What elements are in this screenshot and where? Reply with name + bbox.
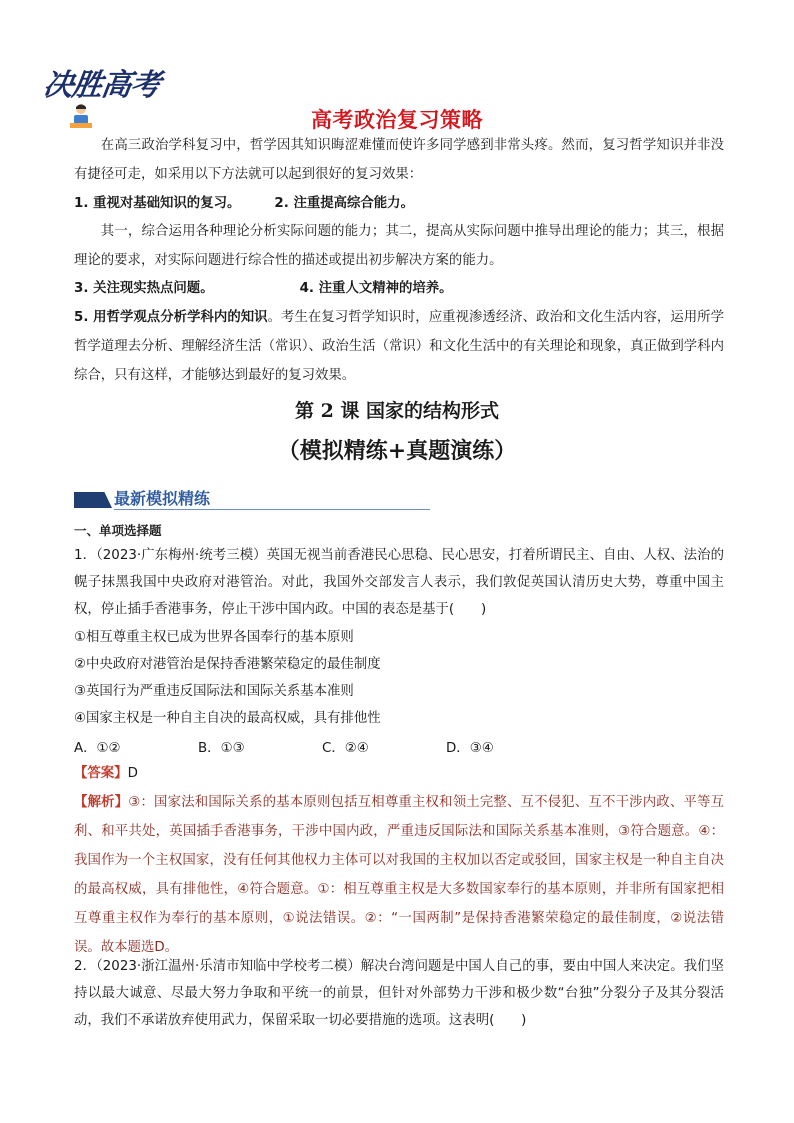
tips-row-1 xyxy=(74,189,724,218)
tip-5 xyxy=(74,303,724,390)
answer-label: 【答案】 xyxy=(74,766,128,781)
tip-4: 4. 注重人文精神的培养。 xyxy=(299,281,453,296)
lesson-title: 第 2 课 国家的结构形式 xyxy=(294,400,500,422)
choice-c: C．②④ xyxy=(322,741,369,756)
tip-2-detail: 其一，综合运用各种理论分析实际问题的能力；其二，提高从实际问题中推导出理论的能力；其三，根据理论的要求，对实际问题进行综合性的描述或提出初步解决方案的能力。 xyxy=(74,224,724,268)
question-1-option-3: ③英国行为严重违反国际法和国际关系基本准则 xyxy=(74,684,354,699)
question-1-option-4: ④国家主权是一种自主自决的最高权威，具有排他性 xyxy=(74,711,381,726)
analysis-label: 【解析】 xyxy=(74,795,129,810)
question-1-option-1: ①相互尊重主权已成为世界各国奉行的基本原则 xyxy=(74,630,354,645)
question-2-stem: 2．（2023·浙江温州·乐清市知临中学校考二模）解决台湾问题是中国人自己的事，要由中国人来决定。我们坚持以最大诚意、尽最大努力争取和平统一的前景，但针对外部势力干涉和极少数“台独”分裂分子及其分裂活动，我们不承诺放弃使用武力，保留采取一切必要措施的选项。这表明( ) xyxy=(74,959,724,1028)
tips-row-2 xyxy=(74,274,724,303)
banner-title: 最新模拟精练 xyxy=(114,489,211,508)
choice-a: A．①② xyxy=(74,741,121,756)
tip-3: 3. 关注现实热点问题。 xyxy=(74,281,214,296)
section-banner xyxy=(74,486,430,510)
tip-5-heading: 5. 用哲学观点分析学科内的知识 xyxy=(74,310,268,325)
tip-2: 2. 注重提高综合能力。 xyxy=(274,196,414,211)
question-1-answer xyxy=(74,760,724,787)
choice-b: B．①③ xyxy=(198,741,245,756)
page-title: 高考政治复习策略 xyxy=(311,108,483,132)
question-1-analysis xyxy=(74,788,724,962)
section-heading: 一、单项选择题 xyxy=(74,523,162,538)
choice-d: D．③④ xyxy=(446,741,494,756)
tip-5-text: 。考生在复习哲学知识时，应重视渗透经济、政治和文化生活内容，运用所学哲学道理去分析、理解经济生活（常识）、政治生活（常识）和文化生活中的有关理论和现象，真正做到学科内综合，只有这样，才能够达到最好的复习效果。 xyxy=(74,310,724,383)
logo-title: 决胜高考 xyxy=(41,68,162,103)
question-1-choices xyxy=(74,737,594,756)
question-1-stem: 1．（2023·广东梅州·统考三模）英国无视当前香港民心思稳、民心思安，打着所谓民主、自由、人权、法治的幌子抹黑我国中央政府对港管治。对此，我国外交部发言人表示，我们敦促英国认清历史大势，尊重中国主权，停止插手香港事务，停止干涉中国内政。中国的表态是基于( ) xyxy=(74,548,724,617)
intro-paragraph: 在高三政治学科复习中，哲学因其知识晦涩难懂而使许多同学感到非常头疼。然而，复习哲学知识并非没有捷径可走，如采用以下方法就可以起到很好的复习效果： xyxy=(74,138,724,182)
tip-1: 1. 重视对基础知识的复习。 xyxy=(74,196,241,211)
banner-underline xyxy=(114,509,430,510)
answer-value: D xyxy=(127,766,138,781)
banner-decoration xyxy=(74,492,112,508)
lesson-subtitle: （模拟精练+真题演练） xyxy=(277,438,517,464)
question-1-option-2: ②中央政府对港管治是保持香港繁荣稳定的最佳制度 xyxy=(74,657,381,672)
analysis-text: ③：国家法和国际关系的基本原则包括互相尊重主权和领土完整、互不侵犯、互不干涉内政、平等互利、和平共处，英国插手香港事务，干涉中国内政，严重违反国际法和国际关系基本准则，③符合题意。④：我国作为一个主权国家，没有任何其他权力主体可以对我国的主权加以否定或驳回，国家主权是一种自主自决的最高权威，具有排他性，④符合题意。①：相互尊重主权是大多数国家奉行的基本原则，并非所有国家把相互尊重主权作为奉行的基本原则，①说法错误。②：“一国两制”是保持香港繁荣稳定的最佳制度，②说法错误。故本题选D。 xyxy=(74,795,724,955)
